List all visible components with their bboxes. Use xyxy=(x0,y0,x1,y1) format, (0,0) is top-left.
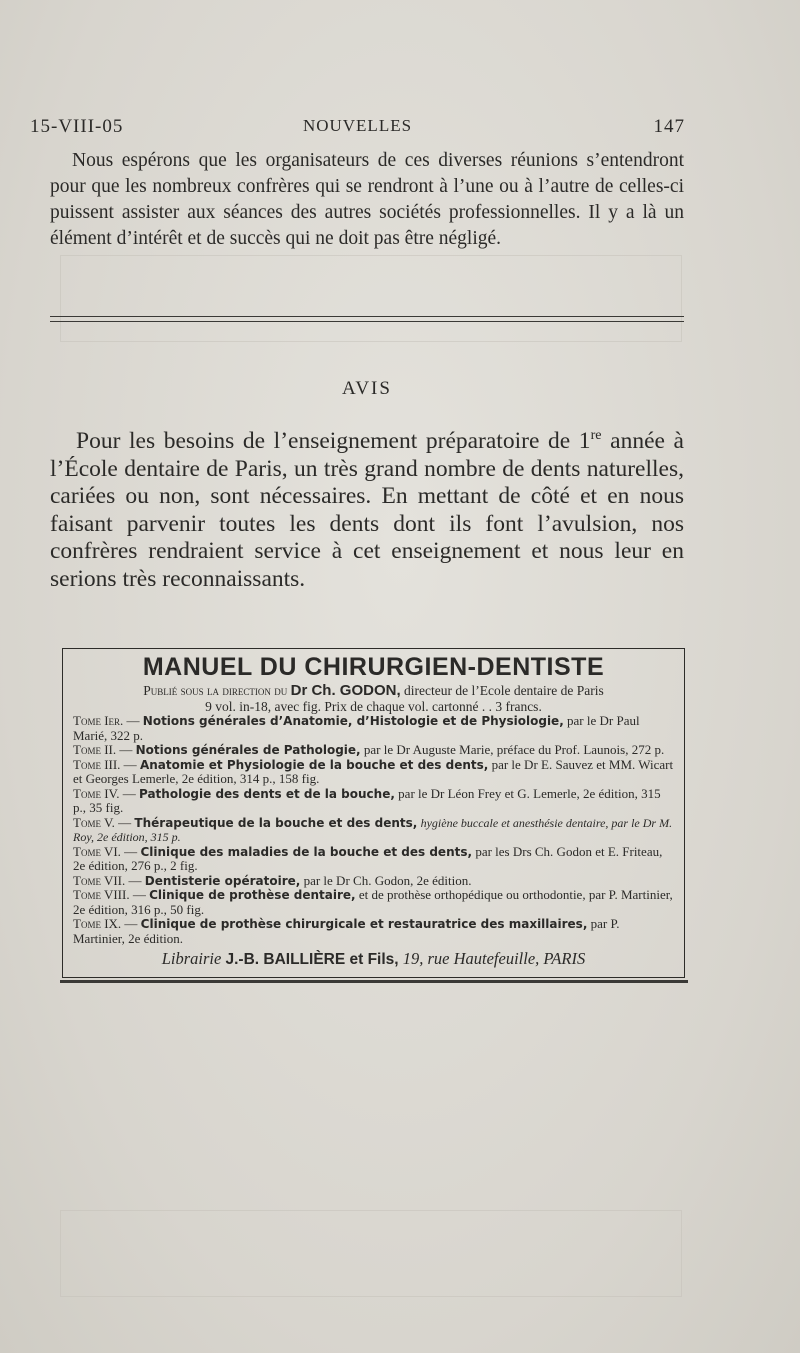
ad-bottom-rule xyxy=(60,980,688,983)
tome-title: Thérapeutique de la bouche et des dents, xyxy=(134,815,418,830)
tome-entry xyxy=(73,714,674,743)
tome-details: hygiène buccale et anesthésie dentaire, par le Dr M. Roy, 2e édition, 315 p. xyxy=(73,815,673,844)
tome-title: Clinique de prothèse dentaire, xyxy=(149,888,356,902)
footer-address: 19, rue Hautefeuille, PARIS xyxy=(402,949,586,968)
closing-paragraph: Nous espérons que les organisateurs de ces diverses réunions s’entendront pour que les nombreux confrères qui se rendront à l’une ou à l’autre de celles-ci puissent assister aux séances des autres sociétés professionnelles. Il y a là un élément d’intérêt et de succès qui ne doit pas être négligé. xyxy=(50,150,684,249)
tome-entry xyxy=(73,917,674,946)
tome-title: Clinique de prothèse chirurgicale et restauratrice des maxillaires, xyxy=(140,917,588,931)
divider-rule xyxy=(50,316,684,317)
tome-number: Tome VI. — xyxy=(73,843,138,859)
tome-title: Dentisterie opératoire, xyxy=(144,873,301,888)
avis-paragraph xyxy=(50,428,684,593)
tome-entry xyxy=(73,743,674,758)
show-through-band xyxy=(60,255,682,342)
tome-entry xyxy=(73,816,674,845)
tome-details: par le Dr Paul Marié, 322 p. xyxy=(73,713,640,743)
tome-number: Tome IV. — xyxy=(73,785,136,801)
avis-sup: re xyxy=(590,427,602,444)
advertisement-box xyxy=(62,648,685,978)
tome-title: Pathologie des dents et de la bouche, xyxy=(138,786,395,801)
ad-pub-name: Dr Ch. GODON, xyxy=(290,682,401,699)
tome-number: Tome VII. — xyxy=(73,872,142,888)
tome-entry xyxy=(73,787,674,816)
running-header xyxy=(30,116,685,142)
ad-pub-suffix: directeur de l’Ecole dentaire de Paris xyxy=(404,683,604,698)
divider-rule xyxy=(50,321,684,322)
tome-details: par le Dr Léon Frey et G. Lemerle, 2e édition, 315 p., 35 fig. xyxy=(73,785,661,815)
tome-details: par le Dr Auguste Marie, préface du Prof. Launois, 272 p. xyxy=(363,742,665,757)
header-section: NOUVELLES xyxy=(302,116,413,135)
ad-publisher-line xyxy=(73,683,674,699)
avis-heading: AVIS xyxy=(342,378,392,399)
footer-prefix: Librairie xyxy=(161,949,222,968)
tome-details: par le Dr Ch. Godon, 2e édition. xyxy=(303,872,472,888)
tome-title: Anatomie et Physiologie de la bouche et des dents, xyxy=(139,757,489,772)
tome-title: Notions générales de Pathologie, xyxy=(135,743,361,757)
tome-details: par le Dr E. Sauvez et MM. Wicart et Georges Lemerle, 2e édition, 314 p., 158 fig. xyxy=(73,756,674,786)
show-through-band xyxy=(60,1210,682,1297)
tome-details: par les Drs Ch. Godon et E. Friteau, 2e édition, 276 p., 2 fig. xyxy=(73,843,663,873)
header-date: 15-VIII-05 xyxy=(30,116,124,137)
tome-number: Tome V. — xyxy=(73,814,132,830)
avis-text-part1: Pour les besoins de l’enseignement préparatoire de 1 xyxy=(76,428,591,454)
footer-name: J.-B. BAILLIÈRE et Fils, xyxy=(225,951,399,968)
tome-title: Clinique des maladies de la bouche et des dents, xyxy=(140,844,473,859)
tome-number: Tome II. — xyxy=(73,742,133,757)
tome-number: Tome VIII. — xyxy=(73,887,146,902)
tome-number: Tome IX. — xyxy=(73,916,138,931)
tome-entry xyxy=(73,758,674,787)
tome-title: Notions générales d’Anatomie, d’Histologie et de Physiologie, xyxy=(142,714,564,728)
tome-entry xyxy=(73,845,674,874)
avis-text-part2: année à l’École dentaire de Paris, un très grand nombre de dents naturelles, cariées ou non, sont nécessaires. En mettant de côté et en nous faisant parvenir toutes les dents dont ils font l’avulsion, nos confrères rendraient service à cet enseignement et nous leur en serions très reconnaissants. xyxy=(50,428,684,592)
tome-entry xyxy=(73,874,674,889)
tome-number: Tome Ier. — xyxy=(73,713,140,728)
tome-number: Tome III. — xyxy=(73,756,137,772)
tome-details: par P. Martinier, 2e édition. xyxy=(73,916,620,946)
ad-title: MANUEL DU CHIRURGIEN-DENTISTE xyxy=(142,653,605,681)
ad-pub-prefix: Publié sous la direction du xyxy=(143,683,288,698)
tome-details: et de prothèse orthopédique ou orthodontie, par P. Martinier, 2e édition, 316 p., 50 fig. xyxy=(73,887,673,917)
ad-publisher-footer xyxy=(73,949,674,969)
tome-entry xyxy=(73,888,674,917)
ad-volumes-line: 9 vol. in-18, avec fig. Prix de chaque vol. cartonné . . 3 francs. xyxy=(205,699,542,714)
page-number: 147 xyxy=(653,116,685,137)
